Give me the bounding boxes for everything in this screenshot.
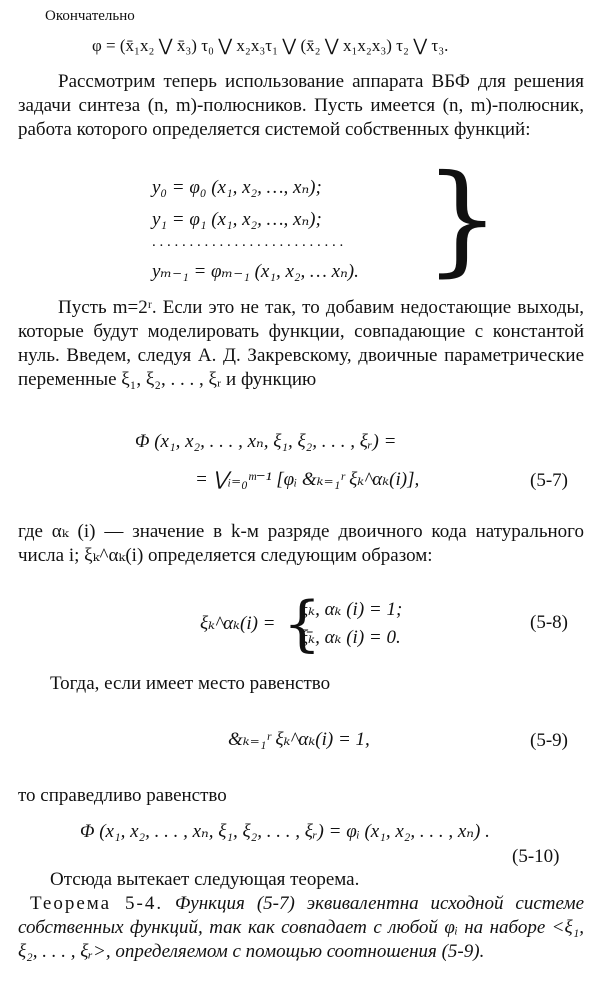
paragraph-alpha-definition (18, 520, 584, 568)
eq58-number: (5-8) (530, 612, 568, 633)
system-line-2: yₘ₋₁ = φₘ₋₁ (x₁, x₂, … xₙ). (152, 261, 359, 282)
alpha-def-text-a: где αₖ (i) — значение в k-м разряде двоичного кода натурального числа i; (18, 521, 584, 566)
eq59-number: (5-9) (530, 730, 568, 751)
eq59-body: &ₖ₌₁ʳ ξₖ^αₖ(i) = 1, (228, 729, 370, 750)
system-line-0: y₀ = φ₀ (x₁, x₂, …, xₙ); (152, 177, 322, 198)
system-line-1: y₁ = φ₁ (x₁, x₂, …, xₙ); (152, 209, 322, 230)
paragraph-intro: Рассмотрим теперь использование аппарата ВБФ для решения задачи синтеза (n, m)-полюсников. Пусть имеется (n, m)-полюсник, работа которого определяется системой собственных функций: (18, 71, 584, 140)
eq58-brace: { (283, 589, 322, 659)
theorem-text: Функция (5-7) эквивалентна исходной системе собственных функций, так как совпадает с любой φᵢ на наборе <ξ₁, ξ₂, . . . , ξᵣ>, определяемом с помощью соотношения (5-9). (18, 893, 585, 962)
eq58-case-1: ξₖ, αₖ (i) = 1; (300, 599, 403, 620)
eq58-lhs: ξₖ^αₖ(i) = (200, 613, 276, 634)
theorem-5-4 (18, 892, 584, 964)
paragraph-parameters: Пусть m=2ʳ. Если это не так, то добавим недостающие выходы, которые будут моделировать функции, совпадающие с константой нуль. Введем, следуя А. Д. Закревскому, двоичные параметрические переменные ξ₁, ξ₂, . . . , ξᵣ и функцию (18, 297, 584, 390)
paragraph-theorem-lead: Отсюда вытекает следующая теорема. (50, 869, 360, 890)
theorem-label: Теорема 5-4. (30, 893, 164, 914)
header-word: Окончательно (45, 8, 135, 24)
eq58-case-2: ξ̄ₖ, αₖ (i) = 0. (300, 627, 401, 648)
equation-phi: φ = (x̄₁x₂ ⋁ x̄₃) τ₀ ⋁ x₂x₃τ₁ ⋁ (x̄₂ ⋁ x₁x₂x₃) τ₂ ⋁ τ₃. (92, 36, 449, 55)
eq510-body: Φ (x₁, x₂, . . . , xₙ, ξ₁, ξ₂, . . . , ξᵣ) = φᵢ (x₁, x₂, . . . , xₙ) . (80, 821, 490, 842)
eq57-number: (5-7) (530, 470, 568, 491)
eq57-line-2: = ⋁ᵢ₌₀ᵐ⁻¹ [φᵢ &ₖ₌₁ʳ ξₖ^αₖ(i)], (195, 469, 420, 490)
system-dots: . . . . . . . . . . . . . . . . . . . . . . . . . . (152, 234, 344, 250)
system-brace: } (424, 150, 501, 289)
alpha-def-text-b: ξₖ^αₖ(i) определяется следующим образом: (84, 545, 433, 566)
eq57-line-1: Φ (x₁, x₂, . . . , xₙ, ξ₁, ξ₂, . . . , ξᵣ) = (135, 431, 397, 452)
paragraph-then: Тогда, если имеет место равенство (50, 673, 331, 694)
paragraph-equality: то справедливо равенство (18, 785, 227, 806)
eq510-number: (5-10) (512, 846, 560, 867)
